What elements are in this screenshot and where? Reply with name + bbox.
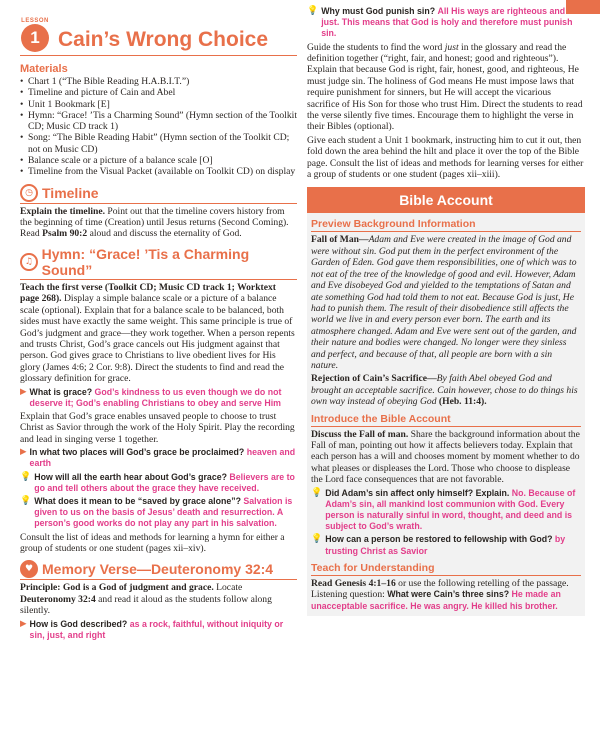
rejection-lead: Rejection of Cain’s Sacrifice—	[311, 373, 437, 385]
answer-text: Believers are to go and tell others about the grace they have received.	[34, 471, 295, 493]
teach-paragraph	[311, 578, 581, 612]
glossary-text-1: Guide the students to find the word	[307, 41, 445, 53]
materials-list	[20, 76, 297, 178]
teach-text: or use the following retelling of the passage. Listening question:	[311, 577, 569, 601]
answer-text: All His ways are righteous and just. This means that God is holy and therefore must punish sin.	[321, 6, 573, 39]
hymn-text	[20, 282, 297, 385]
question-item	[307, 6, 585, 40]
introduce-heading: Introduce the Bible Account	[311, 413, 581, 427]
rejection-ref: (Heb. 11:4).	[438, 396, 487, 408]
hymn-body: Display a simple balance scale or a picture of a balance scale (optional). Explain that for a balance scale to be balanced, both sides must have exactly the same weight. This same principle is true of God’s judgment and grace—they work together. When a person repents and trusts Christ, God’s grace cancels out His judgment against that person. God gives grace to Christians to live obedient lives for His glory (James 4:6; 2 Cor. 9:8). Direct the students to find and read the glossary definition for grace.	[20, 293, 295, 385]
answer-text: as a rock, faithful, without iniquity or sin, just, and right	[29, 618, 284, 640]
answer-text: by trusting Christ as Savior	[325, 534, 566, 556]
hymn-header	[20, 246, 297, 280]
teach-heading: Teach for Understanding	[311, 562, 581, 576]
timeline-ref: Psalm 90:2	[42, 228, 88, 240]
timeline-text-2: aloud and discuss the eternality of God.	[87, 228, 242, 240]
question-text: What is grace?	[29, 386, 93, 397]
timeline-text	[20, 206, 297, 240]
timeline-header	[20, 184, 297, 204]
list-item: • Hymn: “Grace! ’Tis a Charming Sound” (Hymn section of the Toolkit CD; Music CD track 1)	[20, 110, 297, 133]
bible-account-banner: Bible Account	[307, 187, 585, 213]
question-text: How can a person be restored to fellowship with God?	[325, 534, 553, 545]
hymn-lead: Teach the first verse (Toolkit CD; Music CD track 1; Worktext page 268).	[20, 281, 276, 305]
question-text: How is God described?	[29, 618, 128, 629]
memory-verse-text	[20, 582, 297, 616]
list-item: • Song: “The Bible Reading Habit” (Hymn section of the Toolkit CD; not on Music CD)	[20, 132, 297, 155]
question-item	[20, 619, 297, 641]
question-text: What does it mean to be “saved by grace alone”?	[34, 495, 241, 506]
question-text: In what two places will God’s grace be proclaimed?	[29, 447, 245, 458]
heart-icon: ♥	[20, 560, 38, 578]
lesson-word: LESSON	[21, 18, 49, 24]
question-item	[311, 534, 581, 556]
lightbulb-icon: 💡	[20, 471, 32, 482]
bible-account-content	[307, 218, 585, 612]
question-text: What were Cain’s three sins?	[387, 589, 510, 600]
question-item	[20, 447, 297, 469]
lightbulb-icon: 💡	[20, 495, 32, 506]
bible-account-panel	[307, 185, 585, 616]
answer-text: heaven and earth	[29, 447, 296, 469]
lightbulb-icon: 💡	[307, 6, 319, 16]
question-text: How will all the earth hear about God’s grace?	[34, 471, 227, 482]
arrow-icon: ▶	[20, 447, 27, 458]
glossary-text-2: in the glossary and read the definition together (“right, fair, and honest; good and righteous”). Explain that because God is right, fair, honest, good, and righteous, He must judge sin. The holiness of God means He must impose laws that require punishment for sinners, but He will accept the vicarious sacrifice of His Son for those who trust Him. Direct the students to read the verse silently five times. Encourage them to highlight the verse in their Bibles (optional).	[307, 41, 583, 133]
list-item: • Balance scale or a picture of a balance scale [O]	[20, 155, 297, 166]
memory-verse-header	[20, 560, 297, 580]
answer-text: Salvation is given to us on the basis of Jesus’ death and resurrection. A person’s good works do not play any part in his salvation.	[34, 495, 293, 529]
fall-lead: Fall of Man—	[311, 234, 369, 246]
lesson-number: 1	[21, 24, 49, 52]
question-item	[20, 387, 297, 409]
memory-text-2: and read it aloud as the students follow along silently.	[20, 593, 272, 617]
lightbulb-icon: 💡	[311, 487, 323, 498]
glossary-paragraph	[307, 42, 585, 133]
list-item: • Timeline from the Visual Packet (available on Toolkit CD) on display	[20, 166, 297, 177]
lightbulb-icon: 💡	[311, 534, 323, 545]
rejection-paragraph	[311, 373, 581, 407]
arrow-icon: ▶	[20, 618, 27, 629]
introduce-text: Share the background information about the Fall of man, pointing out how it affects believers today. Explain that each person has a will and chooses moment by moment whether to do what pleases or displeases the Lord. Those who choose to displease the Lord face consequences that are not favorable.	[311, 428, 580, 486]
bookmark-paragraph: Give each student a Unit 1 bookmark, instructing him to cut it out, then fold down the area behind the hilt and place it over the top of the Bible page. Consult the list of ideas and methods for learning verses for either a group of students or one student (pages xii–xiii).	[307, 134, 584, 181]
timeline-text-1: Point out that the timeline covers history from the beginning of time (Creation) until Jesus returns (Second Coming). Read	[20, 205, 289, 240]
clock-icon: ◷	[20, 184, 38, 202]
memory-lead: Principle: God is a God of judgment and grace.	[20, 582, 214, 594]
answer-text: No. Because of Adam’s sin, all mankind lost communion with God. Every person is naturally sinful in word, thought, and deed and is subject to God’s wrath.	[325, 487, 576, 532]
preview-heading: Preview Background Information	[311, 218, 581, 232]
question-item	[20, 496, 297, 530]
hymn-para-3: Consult the list of ideas and methods for learning a hymn for either a group of students or one student (pages xii–xiv).	[20, 531, 285, 554]
answer-text: God’s kindness to us even though we do not deserve it; God’s enabling Christians to obey and serve Him	[29, 386, 282, 408]
lesson-header	[20, 18, 297, 56]
question-text: Why must God punish sin?	[321, 6, 436, 16]
introduce-lead: Discuss the Fall of man.	[311, 428, 409, 440]
teach-lead: Read Genesis 4:1–16	[311, 577, 396, 589]
memory-text-1: Locate	[213, 582, 243, 594]
question-text: Did Adam’s sin affect only himself? Explain.	[325, 487, 510, 498]
timeline-lead: Explain the timeline.	[20, 205, 106, 217]
hymn-title: Hymn: “Grace! ’Tis a Charming Sound”	[41, 245, 250, 278]
list-item: • Chart 1 (“The Bible Reading H.A.B.I.T.”)	[20, 76, 297, 87]
materials-heading: Materials	[20, 63, 68, 75]
fall-text: Adam and Eve were created in the image of God and were without sin. God put them in the perfect environment of the Garden of Eden. God gave them responsibilities, one of which was to not eat of the tree of the knowledge of good and evil. However, Adam and Eve disobeyed God and yielded to the temptations of Satan and ate something God had told them to not eat. Because God is just, He had to punish them. The result of their disobedience still affects the world we live in and every person ever born. The earth and its atmosphere changed. Adam and Eve were sent out of the garden, and their nature and bodies were changed. No longer were they sinless and perfect, and because of that, all people are born with a sin nature.	[311, 234, 577, 371]
right-column	[307, 4, 585, 616]
music-note-icon: ♫	[20, 253, 38, 271]
question-item	[20, 472, 297, 494]
lesson-title: Cain’s Wrong Choice	[58, 28, 269, 51]
fall-paragraph	[311, 234, 581, 371]
answer-text: He made an unacceptable sacrifice. He was angry. He killed his brother.	[311, 589, 561, 611]
lesson-badge	[20, 18, 50, 52]
glossary-word: just	[444, 41, 459, 53]
introduce-paragraph	[311, 429, 581, 486]
left-column	[20, 18, 297, 641]
memory-verse-title: Memory Verse—Deuteronomy 32:4	[42, 561, 274, 578]
arrow-icon: ▶	[20, 386, 27, 397]
memory-ref: Deuteronomy 32:4	[20, 593, 96, 605]
hymn-para-2: Explain that God’s grace enables unsaved people to choose to trust Christ as Savior through the work of the Holy Spirit. Play the recording and lead in singing verse 1 together.	[20, 410, 295, 445]
list-item: • Timeline and picture of Cain and Abel	[20, 87, 297, 98]
rejection-text: By faith Abel obeyed God and brought an acceptable sacrifice. Cain however, chose to do things his own way instead of obeying God	[311, 373, 578, 408]
list-item: • Unit 1 Bookmark [E]	[20, 99, 297, 110]
timeline-title: Timeline	[42, 184, 99, 201]
question-item	[311, 488, 581, 533]
